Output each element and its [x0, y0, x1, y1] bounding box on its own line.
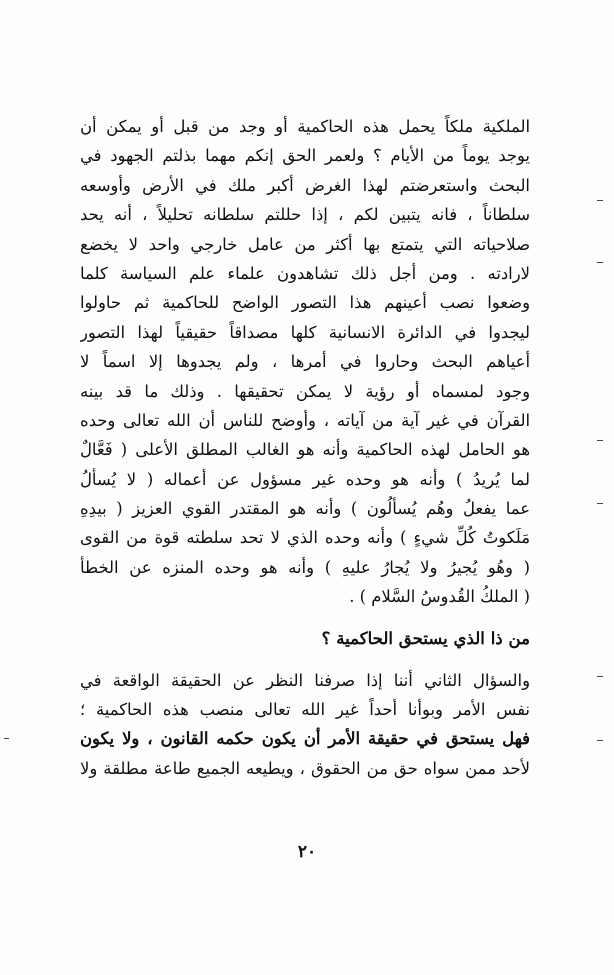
text-line: هو الحامل لهذه الحاكمية وأنه هو الغالب المطلق الأعلى ( فَعَّالٌ: [80, 440, 530, 460]
text-line: وجود لمسماه أو رؤية لا يمكن تحقيقها . وذلك ما قد بينه: [80, 381, 530, 401]
scan-mark: [597, 676, 603, 677]
text-line: والسؤال الثاني أننا إذا صرفنا النظر عن الحقيقة الواقعة في: [80, 670, 530, 690]
text-line: صلاحياته التي يتمتع بها أكثر من عامل خارجي واحد لا يخضع: [80, 234, 530, 254]
text-line: عما يفعلُ وهُم يُسألُون ) وأنه هو المقتدر القوي العزيز ( بيدِهِ: [80, 499, 530, 519]
text-line: مَلَكوتُ كُلِّ شيءٍ ) وأنه وحده الذي لا تحد سلطته قوة من القوى: [80, 528, 530, 548]
scan-mark: [597, 440, 603, 441]
scan-mark: [597, 503, 603, 504]
text-line: يوجد يوماً من الأيام ؟ ولعمر الحق إنكم مهما بذلتم الجهود في: [80, 146, 530, 166]
page-number: ٢٠: [297, 842, 317, 862]
text-line: أعياهم البحث وحاروا في أمرها ، ولم يجدوها إلا اسماً لا: [80, 352, 530, 372]
text-line: نفس الأمر وبوأنا أحداً غير الله تعالى منصب هذه الحاكمية ؛: [80, 700, 530, 720]
text-line: ( وهُو يُجيرُ ولا يُجارُ عليهِ ) وأنه هو وحده المنزه عن الخطأ: [80, 557, 530, 577]
scan-mark: [597, 200, 603, 201]
text-line: القرآن في غير آية من آياته ، وأوضح للناس أن الله تعالى وحده: [80, 410, 530, 430]
text-line: فهل يستحق في حقيقة الأمر أن يكون حكمه القانون ، ولا يكون: [80, 729, 530, 749]
text-line: لما يُريدُ ) وأنه هو وحده غير مسؤول عن أعماله ( لا يُسألُ: [80, 469, 530, 489]
text-line: ( الملكُ القُدوسُ السَّلام ) .: [349, 587, 530, 607]
section-heading: من ذا الذي يستحق الحاكمية ؟: [321, 627, 530, 648]
scan-mark: [4, 738, 9, 739]
text-line: سلطاناً ، فانه يتبين لكم ، إذا حللتم سلطانه تحليلاً ، أنه يحد: [80, 205, 530, 225]
text-line: الملكية ملكاً يحمل هذه الحاكمية أو وجد من قبل أو يمكن أن: [80, 117, 530, 136]
text-line: لارادته . ومن أجل ذلك تشاهدون علماء علم السياسة كلما: [80, 263, 530, 283]
scan-mark: [597, 262, 603, 263]
body-text: [80, 112, 530, 783]
scan-mark: [597, 740, 603, 741]
text-line: البحث واستعرضتم لهذا الغرض أكبر ملك في الأرض وأوسعه: [80, 175, 530, 195]
text-line: وضعوا نصب أعينهم هذا التصور الواضح للحاكمية ثم حاولوا: [80, 293, 530, 313]
text-line: لأحد ممن سواه حق من الحقوق ، ويطيعه الجميع طاعة مطلقة ولا: [80, 758, 530, 778]
text-line: ليجدوا في الدائرة الانسانية كلها مصداقاً حقيقياً لهذا التصور: [80, 322, 530, 342]
